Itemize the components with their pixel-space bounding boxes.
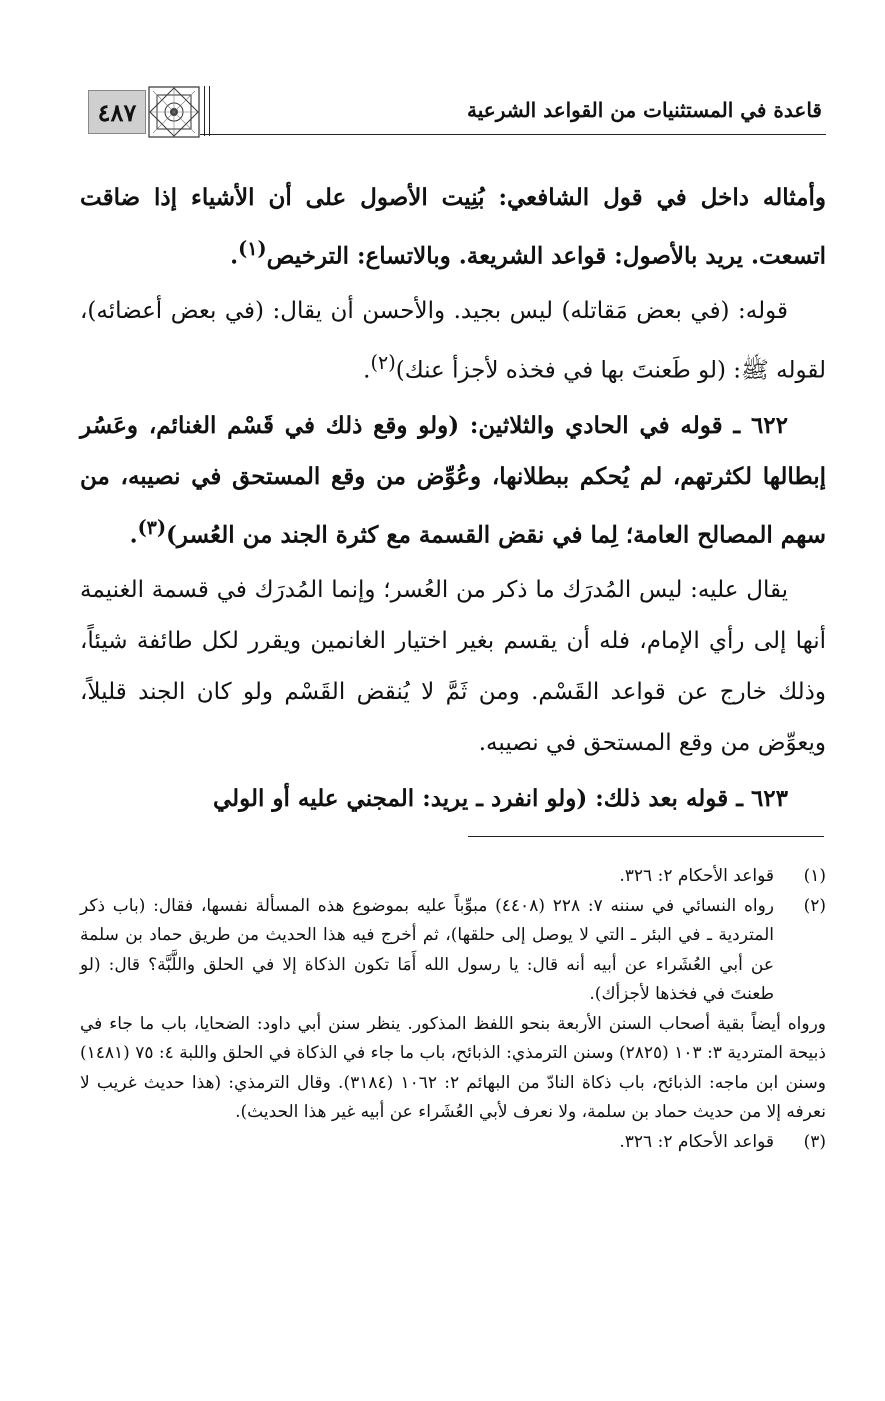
- footnote-ref[interactable]: (١): [238, 237, 267, 260]
- footnote-1: [80, 862, 826, 892]
- page-header: [84, 80, 826, 142]
- footnote-text: رواه النسائي في سننه ٧: ٢٢٨ (٤٤٠٨) مبوِّباً عليه بموضوع هذه المسألة نفسها، فقال: (باب ذكر المتردية ـ في البئر ـ التي لا يوصل إلى حلقها)، ثم أخرج فيه هذا الحديث من طريق حماد بن سلمة عن أبي العُشَراء عن أبيه أنه قال: يا رسول الله أَمَا تكون الذكاة إلا في الحلق واللَّبَّة؟ قال: (لو طعنتَ في فخذها لأجزأك).: [80, 895, 774, 1004]
- footnote-text: قواعد الأحكام ٢: ٣٢٦.: [619, 866, 774, 886]
- paragraph-4: يقال عليه: ليس المُدرَك ما ذكر من العُسر؛ وإنما المُدرَك في قسمة الغنيمة أنها إلى رأي الإمام، فله أن يقسم بغير اختيار الغانمين ويقرر لكل طائفة شيئاً، وذلك خارج عن قواعد القَسْم. ومن ثَمَّ لا يُنقض القَسْم ولو كان الجند قليلاً، ويعوِّض من وقع المستحق في نصيبه.: [80, 576, 826, 756]
- footnote-ref[interactable]: (٣): [137, 516, 167, 540]
- footnote-number: (٢): [803, 895, 826, 916]
- footnote-number: (٣): [803, 1131, 826, 1152]
- ornament-icon: [148, 86, 200, 138]
- main-text: [80, 172, 826, 828]
- footnote-text: قواعد الأحكام ٢: ٣٢٦.: [619, 1131, 774, 1152]
- footnotes: [80, 862, 826, 1157]
- footnote-2-continued: [80, 1010, 826, 1128]
- footnote-2: [80, 892, 826, 1010]
- paragraph-2: قوله: (في بعض مَقاتله) ليس بجيد. والأحسن أن يقال: (في بعض أعضائه)، لقوله ﷺ: (لو طَعنتَ بها في فخذه لأجزأ عنك)$^{(٢)}$.: [80, 297, 826, 384]
- header-divider: [204, 86, 210, 136]
- page-number: ٤٨٧: [88, 90, 146, 134]
- footnote-separator: [468, 836, 824, 837]
- footnote-ref[interactable]: (٢): [370, 350, 396, 374]
- paragraph-5: ٦٢٣ ـ قوله بعد ذلك: (ولو انفرد ـ يريد: المجني عليه أو الولي: [212, 784, 788, 812]
- paragraph-1: وأمثاله داخل في قول الشافعي: بُنِيت الأصول على أن الأشياء إذا ضاقت اتسعت. يريد بالأصول: قواعد الشريعة. وبالاتساع: الترخيص$^{(١)}$.: [80, 184, 826, 270]
- header-rule: [200, 134, 826, 135]
- footnote-number: (١): [803, 866, 826, 886]
- footnote-text: ورواه أيضاً بقية أصحاب السنن الأربعة بنحو اللفظ المذكور. ينظر سنن أبي داود: الضحايا، باب ما جاء في ذبيحة المتردية ٣: ١٠٣ (٢٨٢٥) وسنن الترمذي: الذبائح، باب ما جاء في الذكاة في الحلق واللبة ٤: ٧٥ (١٤٨١) وسنن ابن ماجه: الذبائح، باب ذكاة النادّ من البهائم ٢: ١٠٦٢ (٣١٨٤). وقال الترمذي: (هذا حديث غريب لا نعرفه إلا من حديث حماد بن سلمة، ولا نعرف لأبي العُشَراء عن أبيه غير هذا الحديث).: [80, 1013, 826, 1122]
- paragraph-3: ٦٢٢ ـ قوله في الحادي والثلاثين: (ولو وقع ذلك في قَسْم الغنائم، وعَسُر إبطالها لكثرتهم، لم يُحكم ببطلانها، وعُوِّض من وقع المستحق في نصيبه، من سهم المصالح العامة؛ لِما في نقض القسمة مع كثرة الجند من العُسر)$^{(٣)}$.: [80, 412, 826, 549]
- running-title: قاعدة في المستثنيات من القواعد الشرعية: [467, 98, 822, 122]
- footnote-3: [80, 1128, 826, 1158]
